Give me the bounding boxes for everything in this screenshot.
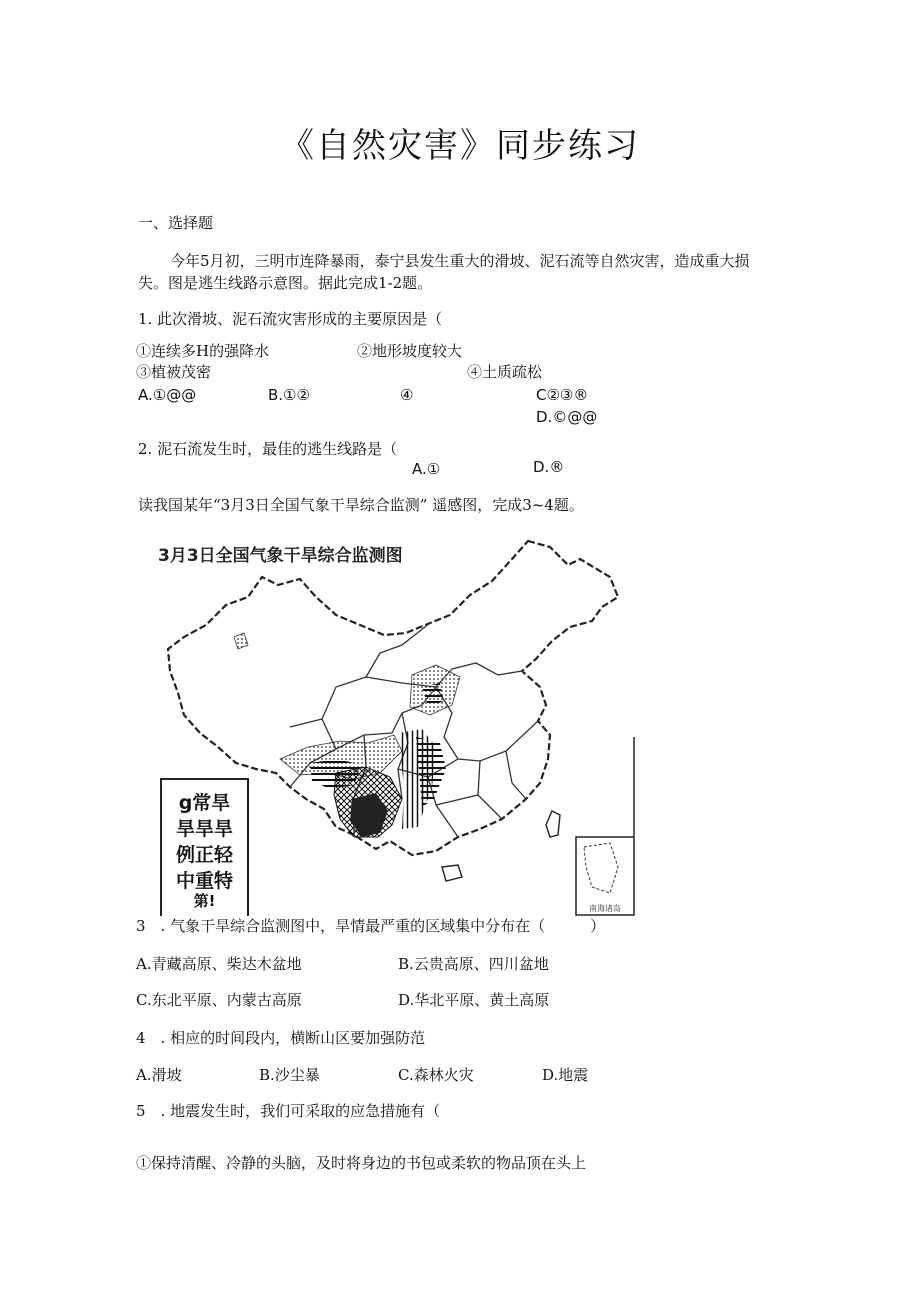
question-3-stem: 3 . 气象干旱综合监测图中，旱情最严重的区域集中分布在（ ） [136,917,606,935]
q1-option-d: D.©@@ [536,408,598,426]
taiwan-island [546,811,560,837]
legend-line-1: g常旱 [178,792,231,814]
intro-line-1: 今年5月初，三明市连降暴雨，泰宁县发生重大的滑坡、泥石流等自然灾害，造成重大损 [170,252,750,270]
q1-item-4: ④土质疏松 [467,363,543,381]
drought-area-patch [234,633,248,649]
reading-prompt: 读我国某年“3月3日全国气象干旱综合监测” 遥感图，完成3~4题。 [138,496,584,514]
map-legend [160,778,249,916]
legend-line-4: 中重特 [175,870,233,892]
q1-item-3: ③植被茂密 [136,363,212,381]
q1-option-c: C②③® [536,386,589,404]
q1-option-item: ④ [400,386,414,404]
question-4-stem: 4 . 相应的时间段内，横断山区要加强防范 [136,1029,426,1047]
q1-option-b: B.①② [268,386,310,404]
map-title: 3月3日全国气象干旱综合监测图 [158,546,403,566]
q3-option-a: A.青藏高原、柴达木盆地 [136,955,302,973]
question-5-stem: 5 . 地震发生时，我们可采取的应急措施有（ [136,1102,441,1120]
q3-option-b: B.云贵高原、四川盆地 [398,955,549,973]
q4-option-b: B.沙尘暴 [259,1066,320,1084]
q4-option-a: A.滑坡 [136,1066,182,1084]
intro-line-2: 失。图是逃生线路示意图。据此完成1-2题。 [138,274,433,292]
q1-item-2: ②地形坡度较大 [357,342,463,360]
legend-line-2: 旱旱旱 [175,818,233,840]
q3-option-c: C.东北平原、内蒙古高原 [136,991,302,1009]
hainan-island [442,865,462,881]
page-title: 《自然灾害》同步练习 [280,126,640,166]
question-1-stem: 1. 此次滑坡、泥石流灾害形成的主要原因是（ [138,310,443,328]
question-2-stem: 2. 泥石流发生时，最佳的逃生线路是（ [138,440,398,458]
inset-label: 南海诸岛 [589,904,621,913]
q1-item-1: ①连续多H的强降水 [136,342,270,360]
q2-option-a: A.① [412,460,441,478]
q5-item-1: ①保持清醒、冷静的头脑，及时将身边的书包或柔软的物品顶在头上 [136,1154,587,1172]
q4-option-d: D.地震 [542,1066,589,1084]
q3-option-d: D.华北平原、黄土高原 [398,991,550,1009]
legend-line-5: 第! [193,892,216,910]
legend-line-3: 例正轻 [175,844,233,866]
section-heading: 一、选择题 [138,214,214,232]
q4-option-c: C.森林火灾 [398,1066,474,1084]
q2-option-d: D.® [533,458,565,476]
q1-option-a: A.①@@ [138,386,197,404]
